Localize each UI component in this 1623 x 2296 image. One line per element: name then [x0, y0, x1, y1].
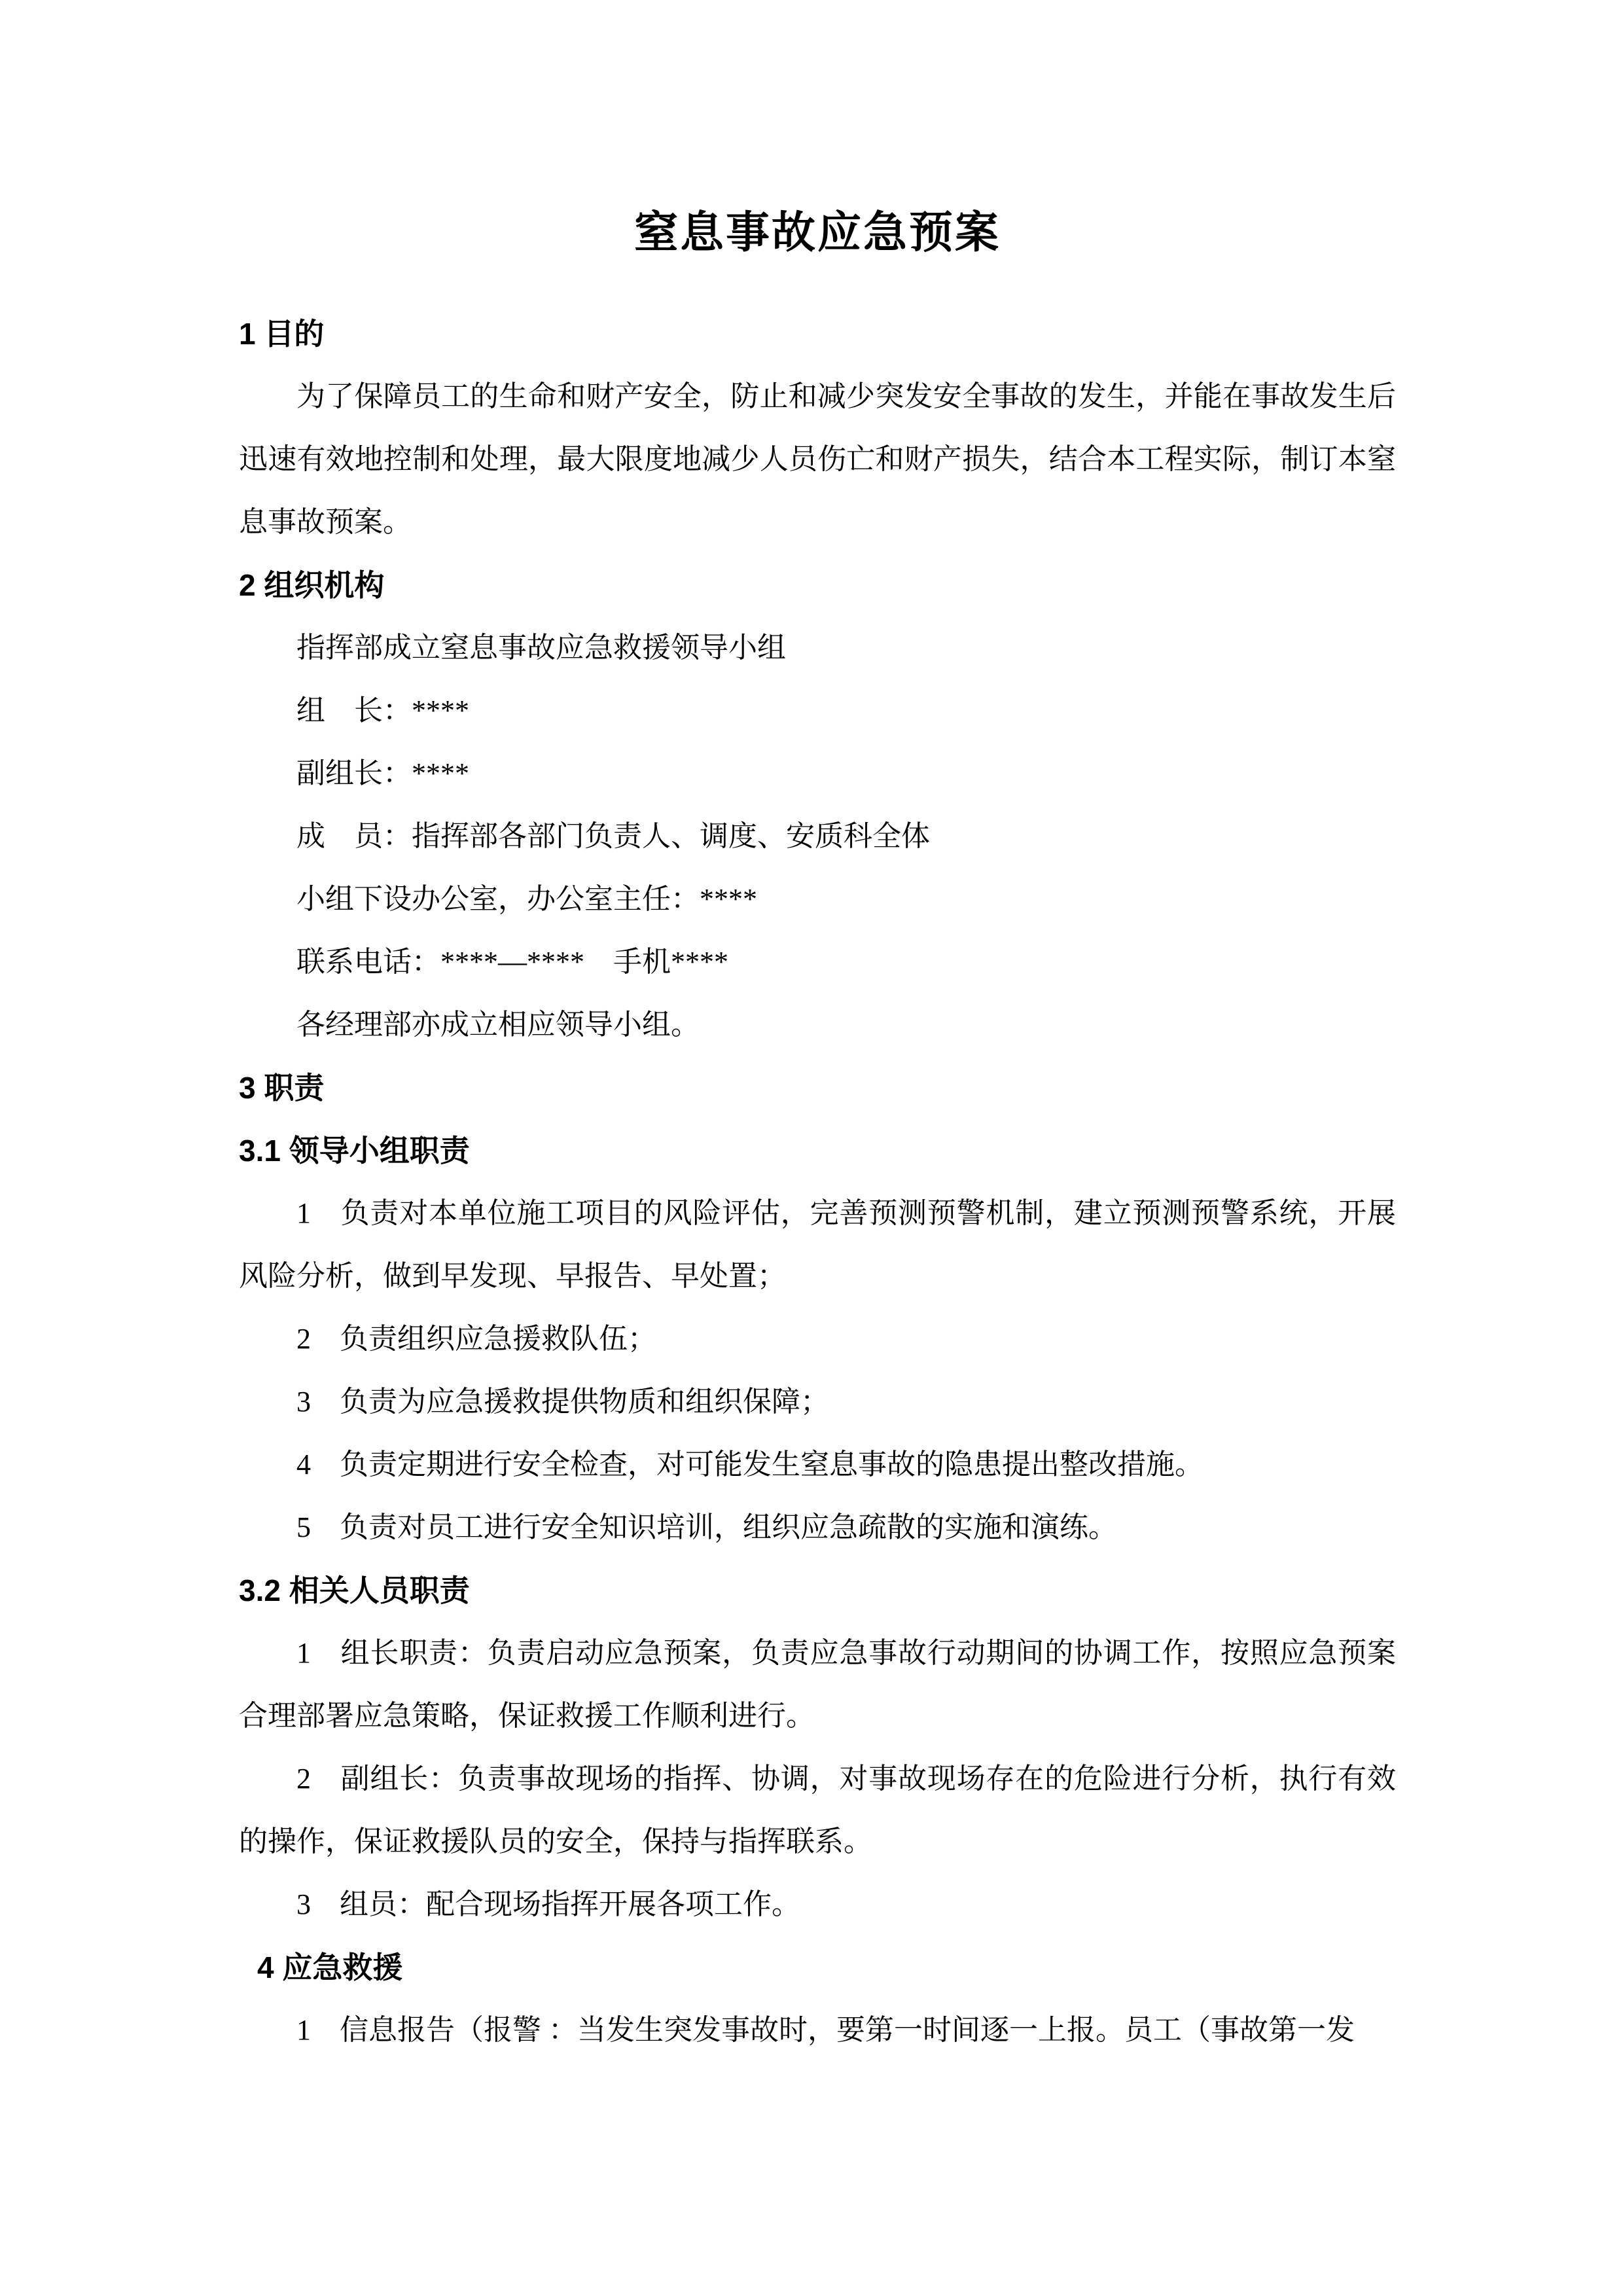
heading-3-duties: 3 职责 — [239, 1071, 325, 1105]
para-office-director: 小组下设办公室，办公室主任：**** — [296, 883, 757, 915]
heading-3-2-personnel-duties: 3.2 相关人员职责 — [239, 1573, 470, 1607]
para-purpose-body: 为了保障员工的生命和财产安全，防止和减少突发安全事故的发生，并能在事故发生后迅速有效地控制和处理，最大限度地减少人员伤亡和财产损失，结合本工程实际，制订本窒息事故预案。 — [239, 380, 1396, 538]
para-members: 成 员：指挥部各部门负责人、调度、安质科全体 — [296, 820, 930, 852]
para-group-leader: 组 长：**** — [296, 694, 469, 726]
para-duty-3-material-support: 3 负责为应急援救提供物质和组织保障； — [296, 1386, 829, 1418]
para-leader-duty: 1 组长职责：负责启动应急预案，负责应急事故行动期间的协调工作，按照应急预案合理部署应急策略，保证救援工作顺利进行。 — [239, 1637, 1396, 1732]
para-info-report: 1 信息报告（报警 ：当发生突发事故时，要第一时间逐一上报。员工（事故第一发 — [296, 2014, 1355, 2046]
para-deputy-duty: 2 副组长：负责事故现场的指挥、协调，对事故现场存在的危险进行分析，执行有效的操作，保证救援队员的安全，保持与指挥联系。 — [239, 1763, 1396, 1857]
para-duty-2-rescue-team: 2 负责组织应急援救队伍； — [296, 1323, 656, 1355]
para-duty-4-safety-inspection: 4 负责定期进行安全检查，对可能发生窒息事故的隐患提出整改措施。 — [296, 1448, 1204, 1480]
para-org-leading-group: 指挥部成立窒息事故应急救援领导小组 — [296, 632, 786, 664]
document-title: 窒息事故应急预案 — [634, 208, 1001, 257]
para-duty-5-training-drill: 5 负责对员工进行安全知识培训，组织应急疏散的实施和演练。 — [296, 1511, 1117, 1543]
para-duty-1-risk-assessment: 1 负责对本单位施工项目的风险评估，完善预测预警机制，建立预测预警系统，开展风险分析，做到早发现、早报告、早处置； — [239, 1197, 1396, 1292]
para-contact-phone: 联系电话：****—**** 手机**** — [296, 946, 728, 978]
heading-2-organization: 2 组织机构 — [239, 568, 385, 602]
para-deputy-leader: 副组长：**** — [296, 757, 469, 789]
heading-4-emergency-rescue: 4 应急救援 — [257, 1950, 403, 1984]
para-manager-departments: 各经理部亦成立相应领导小组。 — [296, 1009, 700, 1041]
document-content — [239, 196, 1396, 2062]
para-member-duty: 3 组员：配合现场指挥开展各项工作。 — [296, 1888, 800, 1920]
heading-1-purpose: 1 目的 — [239, 317, 325, 351]
heading-3-1-leading-group-duties: 3.1 领导小组职责 — [239, 1134, 470, 1168]
